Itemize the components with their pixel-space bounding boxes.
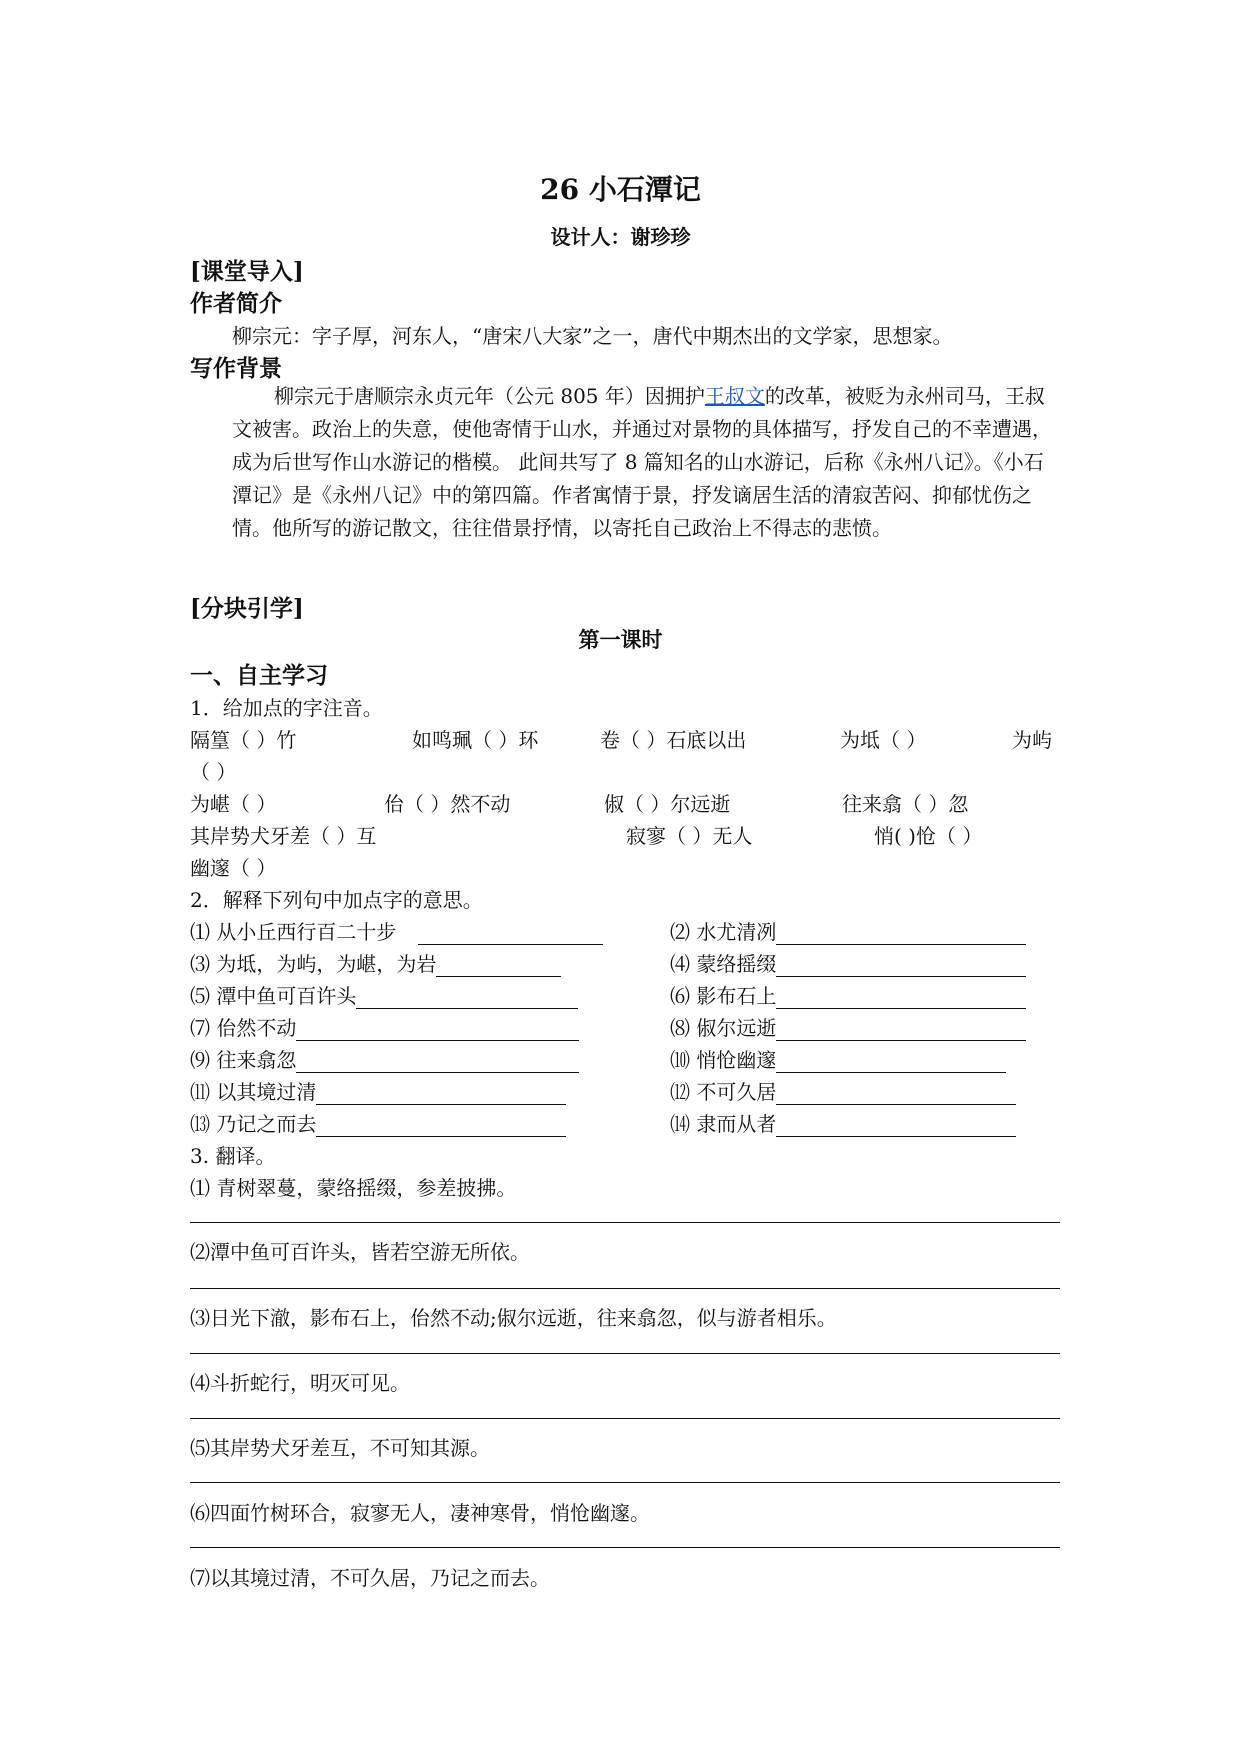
answer-blank[interactable]: [776, 1084, 1016, 1105]
q2-heading: 2．解释下列句中加点字的意思。: [190, 888, 483, 912]
translation-item: ⑶日光下澈，影布石上，佁然不动;俶尔远逝，往来翕忽，似与游者相乐。: [190, 1306, 837, 1330]
q1-item: 幽邃（ ）: [190, 856, 277, 880]
background-text-1: 柳宗元于唐顺宗永贞元年（公元 805 年）因拥护: [274, 384, 705, 408]
answer-line[interactable]: [190, 1353, 1060, 1354]
wang-shuwen-link[interactable]: 王叔文: [704, 384, 765, 408]
translation-item: ⑷斗折蛇行，明灭可见。: [190, 1371, 410, 1395]
q2-item: ⑷ 蒙络摇缀: [670, 948, 1026, 977]
answer-line[interactable]: [190, 1222, 1060, 1223]
q1-item: 隔篁（ ）竹: [190, 728, 297, 752]
q2-item: ⑵ 水尤清冽: [670, 916, 1026, 945]
q1-item: 佁（ ）然不动: [384, 792, 511, 816]
q2-item: ⑼ 往来翕忽: [190, 1044, 579, 1073]
section-intro: [课堂导入]: [190, 258, 304, 285]
q2-item: ⑻ 俶尔远逝: [670, 1012, 1026, 1041]
background-text-2: 的改革，被贬为永州司马，王叔文被害。政治上的失意，使他寄情于山水，并通过对景物的具体描写，抒发自己的不幸遭遇，成为后世写作山水游记的楷模。 此间共写了 8 篇知名的山水游记，后称《永州八记》。《小石潭记》是《永州八记》中的第四篇。作者寓情于景，抒发谪居生活的清寂苦闷、抑郁忧伤之情。他所写的游记散文，往往借景抒情，以寄托自己政治上不得志的悲愤。: [232, 384, 1052, 540]
section-guided: [分块引学]: [190, 595, 304, 622]
answer-line[interactable]: [190, 1482, 1060, 1483]
translation-item: ⑴ 青树翠蔓，蒙络摇缀，参差披拂。: [190, 1176, 517, 1200]
q2-item: ⑿ 不可久居: [670, 1076, 1016, 1105]
answer-blank[interactable]: [418, 924, 603, 945]
answer-blank[interactable]: [316, 1116, 566, 1137]
q1-item: 卷（ ）石底以出: [600, 728, 747, 752]
translation-item: ⑸其岸势犬牙差互，不可知其源。: [190, 1436, 490, 1460]
answer-line[interactable]: [190, 1418, 1060, 1419]
page-title: 26 小石潭记: [540, 173, 701, 206]
q2-item: ⑸ 潭中鱼可百许头: [190, 980, 578, 1009]
translation-item: ⑹四面竹树环合，寂寥无人，凄神寒骨，悄怆幽邃。: [190, 1501, 650, 1525]
q2-item: ⑾ 以其境过清: [190, 1076, 566, 1105]
answer-blank[interactable]: [776, 988, 1026, 1009]
q2-item: ⒁ 隶而从者: [670, 1108, 1016, 1137]
q1-item: 为坻（ ）: [840, 728, 927, 752]
q1-item: 为屿: [1012, 728, 1052, 752]
q1-item: 往来翕（ ）忽: [842, 792, 969, 816]
q2-item: ⑺ 佁然不动: [190, 1012, 579, 1041]
q1-item: 悄( )怆（ ）: [874, 824, 983, 848]
designer-line: 设计人：谢珍珍: [550, 225, 691, 249]
q2-item: ⑶ 为坻，为屿，为嵁，为岩: [190, 948, 561, 977]
q1-item: 如鸣珮（ ）环: [412, 728, 539, 752]
author-text: 柳宗元：字子厚，河东人，“唐宋八大家”之一，唐代中期杰出的文学家，思想家。: [232, 324, 953, 348]
author-heading: 作者简介: [190, 290, 282, 317]
answer-blank[interactable]: [436, 956, 561, 977]
self-study-heading: 一、自主学习: [190, 662, 328, 689]
q1-item: 寂寥（ ）无人: [626, 824, 753, 848]
q1-item: （ ）: [190, 760, 237, 784]
translation-item: ⑵潭中鱼可百许头，皆若空游无所依。: [190, 1240, 530, 1264]
answer-blank[interactable]: [776, 1052, 1006, 1073]
answer-blank[interactable]: [356, 988, 578, 1009]
background-heading: 写作背景: [190, 355, 282, 382]
q1-item: 其岸势犬牙差（ ）互: [190, 824, 377, 848]
lesson-heading: 第一课时: [578, 627, 663, 652]
q1-item: 为嵁（ ）: [190, 792, 277, 816]
answer-line[interactable]: [190, 1547, 1060, 1548]
q1-heading: 1．给加点的字注音。: [190, 696, 383, 720]
answer-blank[interactable]: [296, 1052, 579, 1073]
answer-blank[interactable]: [776, 924, 1026, 945]
q2-item: ⑽ 悄怆幽邃: [670, 1044, 1006, 1073]
answer-line[interactable]: [190, 1288, 1060, 1289]
background-paragraph: [232, 380, 1062, 545]
answer-blank[interactable]: [316, 1084, 566, 1105]
q2-item: ⑴ 从小丘西行百二十步: [190, 916, 603, 945]
q3-heading: 3. 翻译。: [190, 1144, 276, 1168]
q1-item: 俶（ ）尔远逝: [604, 792, 731, 816]
translation-item: ⑺以其境过清，不可久居，乃记之而去。: [190, 1566, 550, 1590]
answer-blank[interactable]: [296, 1020, 579, 1041]
q2-item: ⒀ 乃记之而去: [190, 1108, 566, 1137]
answer-blank[interactable]: [776, 1020, 1026, 1041]
answer-blank[interactable]: [776, 956, 1026, 977]
q2-item: ⑹ 影布石上: [670, 980, 1026, 1009]
answer-blank[interactable]: [776, 1116, 1016, 1137]
